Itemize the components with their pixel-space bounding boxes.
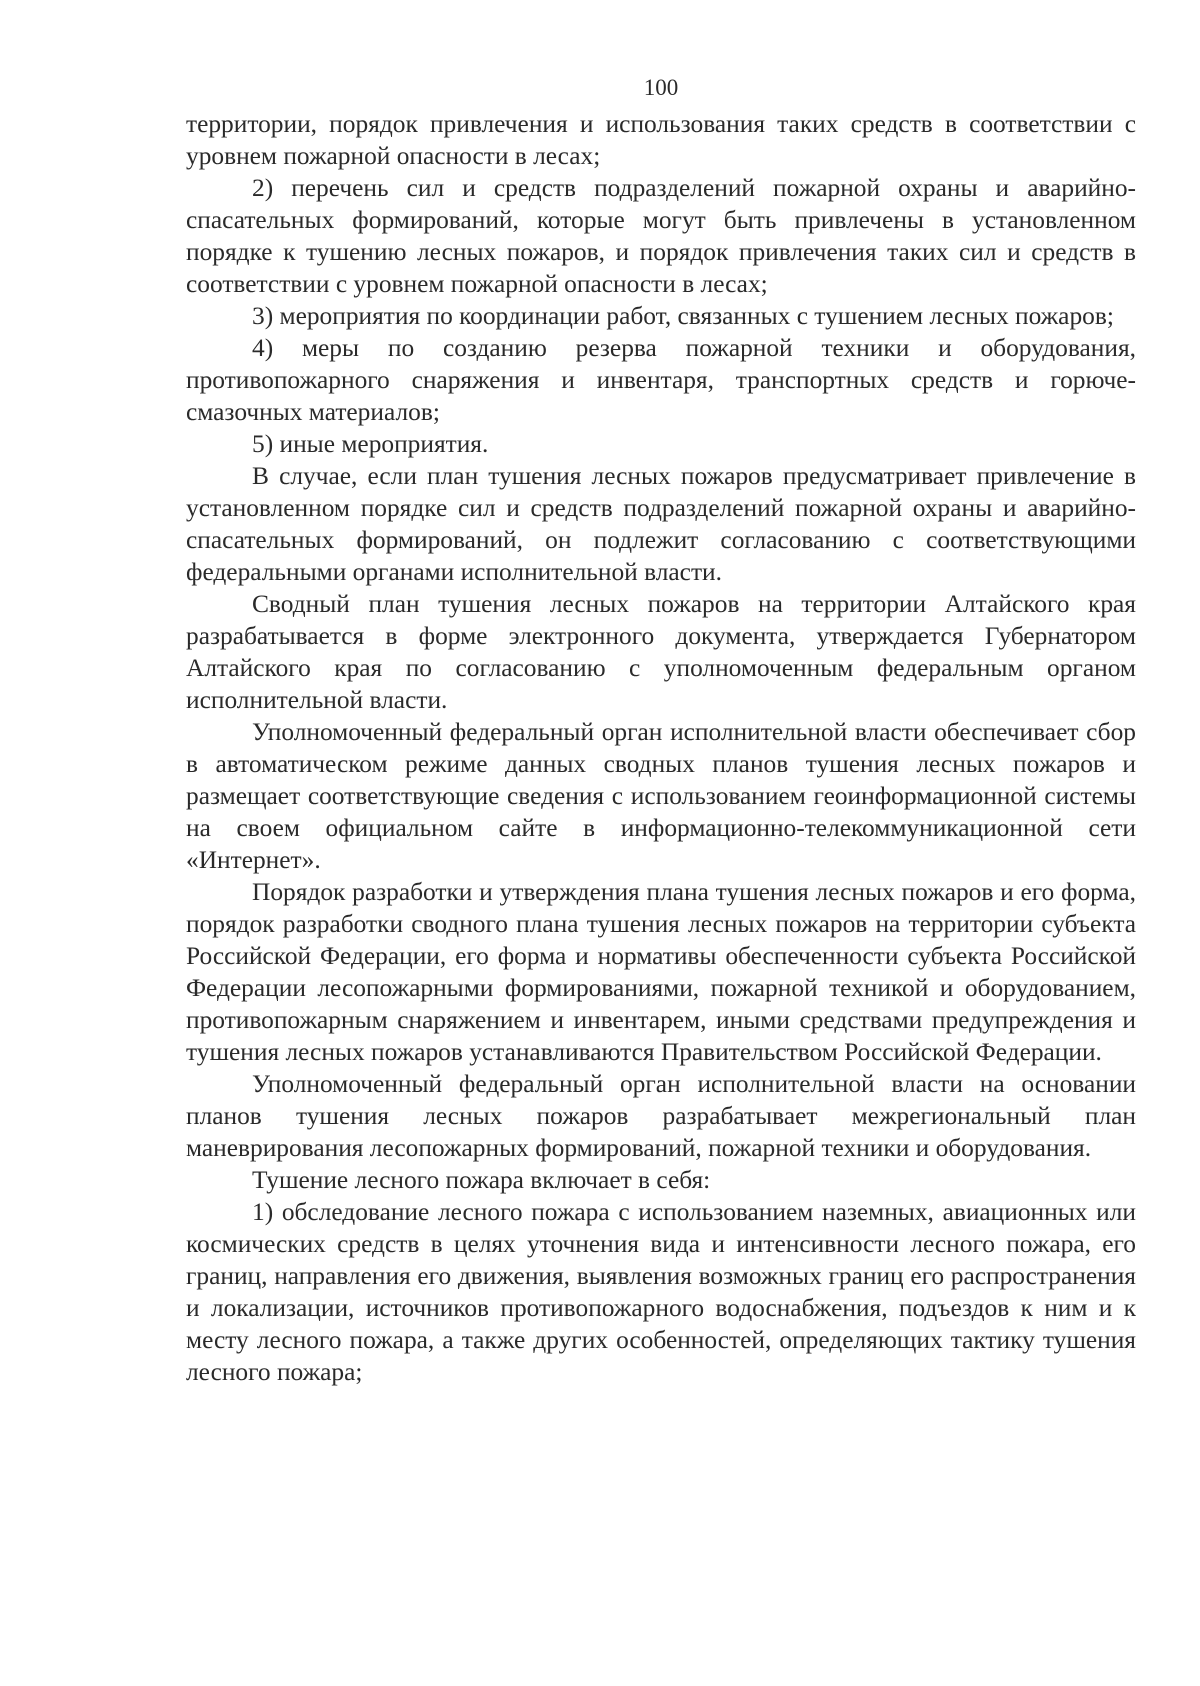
paragraph: 5) иные мероприятия. bbox=[252, 430, 489, 458]
paragraph: Тушение лесного пожара включает в себя: bbox=[252, 1166, 711, 1194]
paragraph: 2) перечень сил и средств подразделений пожарной охраны и аварийно-спасательных формирований, которые могут быть привлечены в установленном порядке к тушению лесных пожаров, и порядок привлечения таких сил и средств в соответствии с уровнем пожарной опасности в лесах; bbox=[186, 174, 1136, 298]
paragraph: Сводный план тушения лесных пожаров на территории Алтайского края разрабатывается в форме электронного документа, утверждается Губернатором Алтайского края по согласованию с уполномоченным федеральным органом исполнительной власти. bbox=[186, 590, 1136, 714]
paragraph: Порядок разработки и утверждения плана тушения лесных пожаров и его форма, порядок разработки сводного плана тушения лесных пожаров на территории субъекта Российской Федерации, его форма и нормативы обеспеченности субъекта Российской Федерации лесопожарными формированиями, пожарной техникой и оборудованием, противопожарным снаряжением и инвентарем, иными средствами предупреждения и тушения лесных пожаров устанавливаются Правительством Российской Федерации. bbox=[186, 878, 1136, 1066]
paragraph: 4) меры по созданию резерва пожарной техники и оборудования, противопожарного снаряжения и инвентаря, транспортных средств и горюче-смазочных материалов; bbox=[186, 334, 1136, 426]
paragraph: территории, порядок привлечения и использования таких средств в соответствии с уровнем пожарной опасности в лесах; bbox=[186, 110, 1136, 170]
paragraph: Уполномоченный федеральный орган исполнительной власти обеспечивает сбор в автоматическом режиме данных сводных планов тушения лесных пожаров и размещает соответствующие сведения с использованием геоинформационной системы на своем официальном сайте в информационно-телекоммуникационной сети «Интернет». bbox=[186, 718, 1136, 874]
paragraph: 3) мероприятия по координации работ, связанных с тушением лесных пожаров; bbox=[252, 302, 1114, 330]
paragraph: Уполномоченный федеральный орган исполнительной власти на основании планов тушения лесных пожаров разрабатывает межрегиональный план маневрирования лесопожарных формирований, пожарной техники и оборудования. bbox=[186, 1070, 1136, 1162]
paragraph: В случае, если план тушения лесных пожаров предусматривает привлечение в установленном порядке сил и средств подразделений пожарной охраны и аварийно-спасательных формирований, он подлежит согласованию с соответствующими федеральными органами исполнительной власти. bbox=[186, 462, 1136, 586]
document-body bbox=[186, 108, 1136, 1388]
page-number: 100 bbox=[643, 75, 679, 100]
paragraph: 1) обследование лесного пожара с использованием наземных, авиационных или космических средств в целях уточнения вида и интенсивности лесного пожара, его границ, направления его движения, выявления возможных границ его распространения и локализации, источников противопожарного водоснабжения, подъездов к ним и к месту лесного пожара, а также других особенностей, определяющих тактику тушения лесного пожара; bbox=[186, 1198, 1136, 1386]
